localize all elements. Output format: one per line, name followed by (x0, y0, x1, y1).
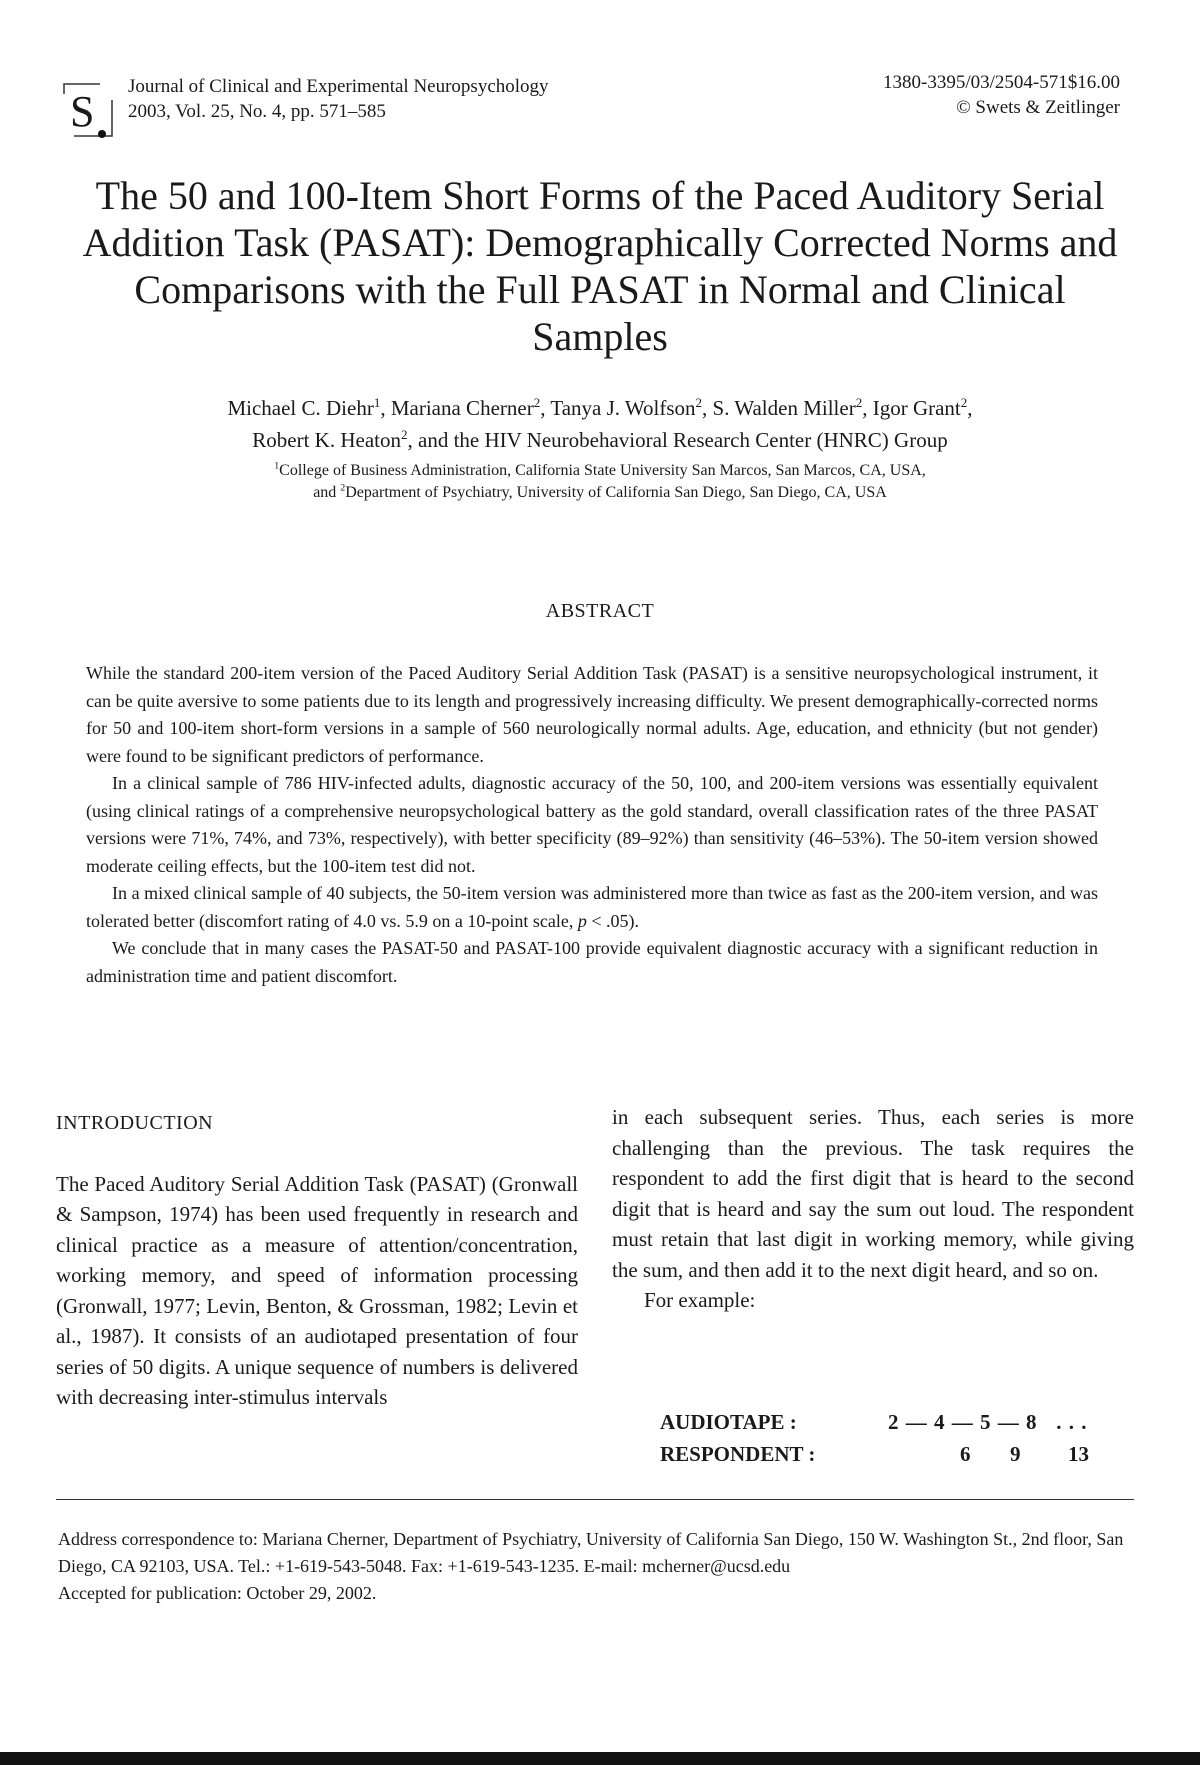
example-label: For example: (644, 1288, 756, 1312)
response-value: 6 (960, 1442, 971, 1466)
affiliation-1: $^1$College of Business Administration, California State University San Marcos, San Marcos, CA, USA, (274, 460, 926, 479)
author: Michael C. Diehr (227, 396, 374, 420)
acceptance-date: Accepted for publication: October 29, 2002. (58, 1583, 377, 1603)
response-value: 9 (1010, 1442, 1021, 1466)
right-column (612, 1102, 1134, 1316)
publisher-copyright: © Swets & Zeitlinger (956, 97, 1120, 118)
audiotape-label: AUDIOTAPE : (660, 1410, 797, 1434)
article-title: The 50 and 100-Item Short Forms of the Paced Auditory Serial Addition Task (PASAT): Demographically Corrected Norms and Comparisons with the Full PASAT in Normal and Clinical Samples (82, 173, 1118, 359)
abstract-paragraph: In a clinical sample of 786 HIV-infected adults, diagnostic accuracy of the 50, 100, and 200-item versions was essentially equivalent (using clinical ratings of a comprehensive neuropsychological battery as the gold standard, overall classification rates of the three PASAT versions were 71%, 74%, and 73%, respectively), with better specificity (89–92%) than sensitivity (46–53%). The 50-item version showed moderate ceiling effects, but the 100-item test did not. (86, 773, 1098, 876)
scan-edge (0, 1752, 1200, 1765)
respondent-label: RESPONDENT : (660, 1442, 816, 1466)
footnote-divider (56, 1499, 1134, 1500)
audiotape-sequence: 2 — 4 — 5 — 8 . . . (888, 1410, 1088, 1434)
response-value: 13 (1068, 1442, 1089, 1466)
correspondence-address: Address correspondence to: Mariana Cherner, Department of Psychiatry, University of California San Diego, 150 W. Washington St., 2nd floor, San Diego, CA 92103, USA. Tel.: +1-619-543-5048. Fax: +1-619-543-1235. E-mail: mcherner@ucsd.edu (58, 1529, 1124, 1576)
affiliation-2: and $^2$Department of Psychiatry, University of California San Diego, San Diego, CA, USA (313, 482, 887, 501)
issn-price: 1380-3395/03/2504-571$16.00 (883, 72, 1120, 93)
copyright-block (883, 70, 1120, 120)
logo-letter: S (70, 87, 95, 136)
respondent-row (660, 1442, 1130, 1474)
journal-name: Journal of Clinical and Experimental Neuropsychology (128, 76, 549, 97)
left-column (56, 1108, 578, 1413)
author: Tanya J. Wolfson (550, 396, 696, 420)
author: Igor Grant (872, 396, 961, 420)
publisher-logo-icon (60, 80, 116, 140)
affiliations (60, 460, 1140, 504)
abstract-paragraph: We conclude that in many cases the PASAT-50 and PASAT-100 provide equivalent diagnostic accuracy with a significant reduction in administration time and patient discomfort. (86, 938, 1098, 986)
audiotape-row (660, 1410, 1130, 1442)
abstract-heading: ABSTRACT (545, 600, 655, 622)
body-paragraph: The Paced Auditory Serial Addition Task (PASAT) (Gronwall & Sampson, 1974) has been used frequently in research and clinical practice as a measure of attention/concentration, working memory, and speed of information processing (Gronwall, 1977; Levin, Benton, & Grossman, 1982; Levin et al., 1987). It consists of an audiotaped presentation of four series of 50 digits. A unique sequence of numbers is delivered with decreasing inter-stimulus intervals (56, 1171, 578, 1409)
author-line-2: Robert K. Heaton$^2$, and the HIV Neurobehavioral Research Center (HNRC) Group (252, 427, 948, 452)
footnote (58, 1526, 1134, 1607)
abstract-paragraph: While the standard 200-item version of the Paced Auditory Serial Addition Task (PASAT) is a sensitive neuropsychological instrument, it can be quite aversive to some patients due to its length and progressively increasing difficulty. We present demographically-corrected norms for 50 and 100-item short-form versions in a sample of 560 neurologically normal adults. Age, education, and ethnicity (but not gender) were found to be significant predictors of performance. (86, 663, 1098, 766)
section-heading-introduction: INTRODUCTION (56, 1112, 214, 1134)
author: S. Walden Miller (712, 396, 856, 420)
pasat-example (660, 1410, 1130, 1474)
author: Robert K. Heaton (252, 428, 401, 452)
author-list (60, 392, 1140, 456)
author-line-1: Michael C. Diehr$^1$, Mariana Cherner$^2$, Tanya J. Wolfson$^2$, S. Walden Miller$^2$, Igor Grant$^2$, (227, 395, 973, 420)
body-paragraph: in each subsequent series. Thus, each series is more challenging than the previous. The task requires the respondent to add the first digit that is heard to the second digit that is heard and say the sum out loud. The respondent must retain that last digit in working memory, while giving the sum, and then add it to the next digit heard, and so on. (612, 1105, 1134, 1282)
journal-citation-block (128, 74, 549, 124)
author: Mariana Cherner (390, 396, 534, 420)
abstract-body (86, 660, 1098, 990)
journal-volume: 2003, Vol. 25, No. 4, pp. 571–585 (128, 101, 386, 122)
abstract-paragraph: In a mixed clinical sample of 40 subjects, the 50-item version was administered more than twice as fast as the 200-item version, and was tolerated better (discomfort rating of 4.0 vs. 5.9 on a 10-point scale, p < .05). (86, 883, 1098, 931)
